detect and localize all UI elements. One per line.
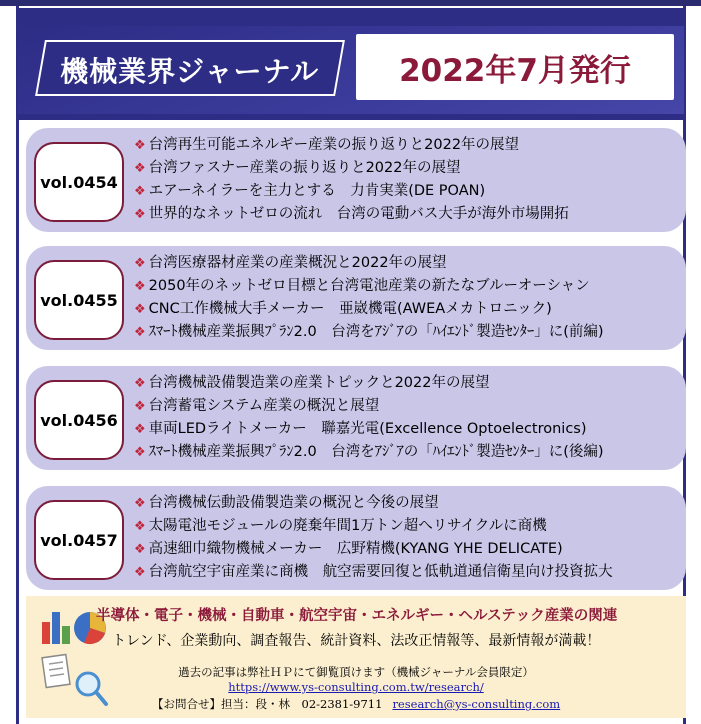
topic-item bbox=[134, 418, 676, 441]
topic-text: 台湾医療器材産業の産業概況と2022年の展望 bbox=[148, 255, 447, 271]
contact-text: 【お問合せ】担当：段・林 02-2381-9711 bbox=[152, 697, 383, 711]
topic-list bbox=[134, 134, 676, 226]
topic-text: 台湾機械伝動設備製造業の概況と今後の展望 bbox=[148, 495, 439, 511]
diamond-bullet-icon: ❖ bbox=[134, 325, 146, 340]
topic-item bbox=[134, 203, 676, 226]
topic-text: 台湾蓄電システム産業の概況と展望 bbox=[148, 398, 380, 414]
bar-chart-icon bbox=[42, 622, 50, 644]
topic-item bbox=[134, 252, 676, 275]
topic-text: 台湾航空宇宙産業に商機 航空需要回復と低軌道通信衛星向け投資拡大 bbox=[148, 564, 613, 580]
diamond-bullet-icon: ❖ bbox=[134, 302, 146, 317]
topic-item bbox=[134, 180, 676, 203]
topic-text: CNC工作機械大手メーカー 亜崴機電(AWEAメカトロニック) bbox=[148, 301, 552, 317]
topic-list bbox=[134, 492, 676, 584]
topic-text: 2050年のネットゼロ目標と台湾電池産業の新たなブルーオーシャン bbox=[148, 278, 590, 294]
volume-block-0455 bbox=[26, 246, 686, 350]
topic-list bbox=[134, 252, 676, 344]
topic-item bbox=[134, 157, 676, 180]
diamond-bullet-icon: ❖ bbox=[134, 565, 146, 580]
topic-item bbox=[134, 492, 676, 515]
topic-text: 台湾再生可能エネルギー産業の振り返りと2022年の展望 bbox=[148, 137, 520, 153]
diamond-bullet-icon: ❖ bbox=[134, 256, 146, 271]
topic-item bbox=[134, 372, 676, 395]
topic-text: 台湾機械設備製造業の産業トピックと2022年の展望 bbox=[148, 375, 490, 391]
topic-item bbox=[134, 395, 676, 418]
topic-text: エアーネイラーを主力とする 力肯実業(DE POAN) bbox=[148, 183, 486, 199]
topic-text: 台湾ファスナー産業の振り返りと2022年の展望 bbox=[148, 160, 461, 176]
email-link[interactable]: research@ys-consulting.com bbox=[392, 697, 561, 711]
footer-info-panel bbox=[26, 596, 686, 718]
diamond-bullet-icon: ❖ bbox=[134, 161, 146, 176]
topic-text: 車両LEDライトメーカー 聯嘉光電(Excellence Optoelectronics) bbox=[148, 421, 587, 437]
topic-text: 世界的なネットゼロの流れ 台湾の電動バス大手が海外市場開拓 bbox=[148, 206, 569, 222]
topic-text: ｽﾏｰﾄ機械産業振興ﾌﾟﾗﾝ2.0 台湾をｱｼﾞｱの「ﾊｲｴﾝﾄﾞ製造ｾﾝﾀｰ」に(前編) bbox=[148, 324, 604, 340]
volume-label: vol.0456 bbox=[34, 380, 124, 460]
diamond-bullet-icon: ❖ bbox=[134, 399, 146, 414]
volume-label: vol.0457 bbox=[34, 500, 124, 580]
diamond-bullet-icon: ❖ bbox=[134, 279, 146, 294]
diamond-bullet-icon: ❖ bbox=[134, 184, 146, 199]
footer-subtext: トレンド、企業動向、調査報告、統計資料、法改正情報等、最新情報が満載！ bbox=[112, 633, 601, 649]
diamond-bullet-icon: ❖ bbox=[134, 138, 146, 153]
footer-headline: 半導体・電子・機械・自動車・航空宇宙・エネルギー・ヘルステック産業の関連 bbox=[96, 608, 618, 624]
research-url-link[interactable]: https://www.ys-consulting.com.tw/research/ bbox=[228, 680, 484, 694]
topic-list bbox=[134, 372, 676, 464]
diamond-bullet-icon: ❖ bbox=[134, 422, 146, 437]
volume-block-0454 bbox=[26, 128, 686, 232]
diamond-bullet-icon: ❖ bbox=[134, 207, 146, 222]
volume-label: vol.0455 bbox=[34, 260, 124, 340]
diamond-bullet-icon: ❖ bbox=[134, 542, 146, 557]
diamond-bullet-icon: ❖ bbox=[134, 496, 146, 511]
topic-item bbox=[134, 561, 676, 584]
topic-text: ｽﾏｰﾄ機械産業振興ﾌﾟﾗﾝ2.0 台湾をｱｼﾞｱの「ﾊｲｴﾝﾄﾞ製造ｾﾝﾀｰ」に(後編) bbox=[148, 444, 604, 460]
diamond-bullet-icon: ❖ bbox=[134, 445, 146, 460]
topic-item bbox=[134, 538, 676, 561]
diamond-bullet-icon: ❖ bbox=[134, 376, 146, 391]
volume-block-0456 bbox=[26, 366, 686, 470]
topic-item bbox=[134, 515, 676, 538]
issue-date: 2022年7月発行 bbox=[356, 34, 674, 100]
diamond-bullet-icon: ❖ bbox=[134, 519, 146, 534]
topic-item bbox=[134, 298, 676, 321]
volume-label: vol.0454 bbox=[34, 142, 124, 222]
journal-title-badge bbox=[35, 40, 345, 96]
topic-item bbox=[134, 441, 676, 464]
volume-block-0457 bbox=[26, 486, 686, 590]
topic-item bbox=[134, 321, 676, 344]
topic-item bbox=[134, 134, 676, 157]
topic-text: 高速細巾織物機械メーカー 広野精機(KYANG YHE DELICATE) bbox=[148, 541, 563, 557]
topic-item bbox=[134, 275, 676, 298]
topic-text: 太陽電池モジュールの廃棄年間1万トン超へリサイクルに商機 bbox=[148, 518, 547, 534]
journal-title: 機械業界ジャーナル bbox=[60, 55, 320, 88]
archive-note: 過去の記事は弊社ＨＰにて御覧頂けます（機械ジャーナル会員限定） bbox=[178, 665, 534, 679]
contact-line bbox=[152, 696, 680, 712]
